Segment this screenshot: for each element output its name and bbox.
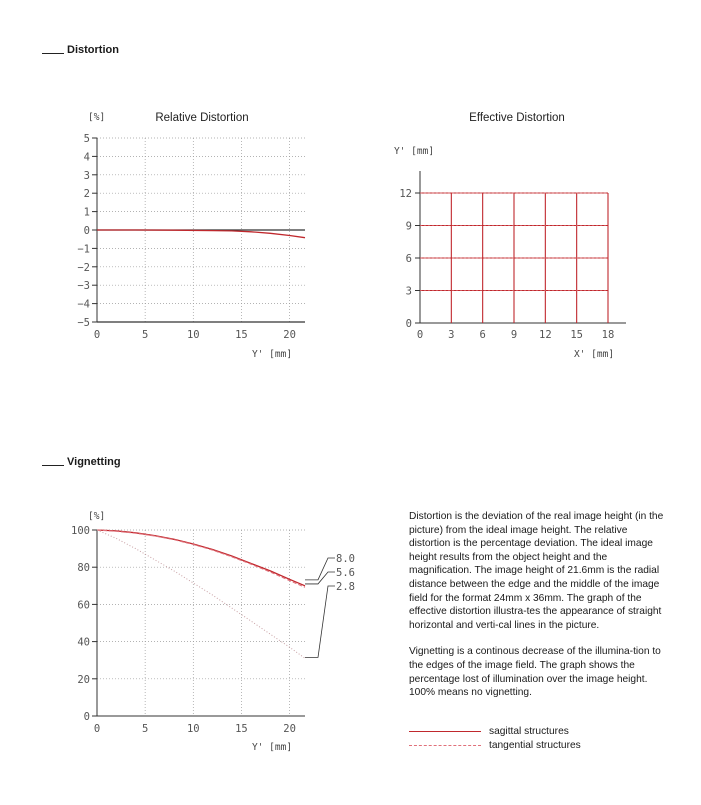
vignetting-chart [71, 511, 355, 753]
x-tick-label: 5 [141, 723, 149, 735]
y-tick-label: 80 [77, 562, 90, 575]
eff-title: Effective Distortion [469, 112, 565, 124]
x-tick-label: 15 [235, 723, 248, 735]
x-tick-label: 3 [448, 329, 455, 341]
legend-dashed-line [409, 745, 481, 746]
y-tick-label: 0 [83, 225, 90, 237]
x-tick-label: 10 [186, 723, 200, 735]
distortion-heading-label: Distortion [67, 44, 119, 56]
y-tick-label: −1 [77, 243, 90, 256]
y-tick-label: 2 [83, 188, 90, 201]
x-tick-label: 0 [416, 329, 424, 341]
x-tick-label: 12 [539, 329, 552, 341]
vig-x-unit: Y' [mm] [252, 742, 293, 753]
aperture-leader [305, 558, 335, 580]
aperture-leader [305, 572, 335, 584]
eff-y-unit: Y' [mm] [394, 146, 435, 157]
rel-title: Relative Distortion [155, 112, 249, 124]
explanation-text [409, 510, 664, 713]
eff-x-unit: X' [mm] [574, 349, 615, 360]
legend-tangential-label: tangential structures [489, 740, 581, 751]
y-tick-label: 0 [83, 711, 90, 723]
effective-distortion-chart [394, 112, 626, 360]
vignetting-curve [97, 530, 305, 586]
legend-sagittal [409, 726, 569, 737]
y-tick-label: 40 [77, 636, 90, 649]
x-tick-label: 18 [601, 329, 615, 341]
aperture-leader [305, 586, 335, 657]
y-tick-label: −3 [77, 280, 90, 293]
x-tick-label: 9 [510, 329, 518, 341]
y-tick-label: 0 [405, 318, 412, 330]
vignetting-curve [97, 530, 305, 587]
aperture-label: 8.0 [336, 553, 355, 565]
rel-x-unit: Y' [mm] [252, 349, 293, 360]
distortion-curve [97, 230, 305, 238]
x-tick-label: 5 [141, 329, 149, 341]
x-tick-label: 10 [186, 329, 200, 341]
y-tick-label: −2 [77, 261, 90, 274]
x-tick-label: 20 [283, 723, 296, 735]
x-tick-label: 0 [93, 329, 101, 341]
x-tick-label: 0 [93, 723, 101, 735]
legend-solid-line [409, 731, 481, 732]
x-tick-label: 15 [235, 329, 248, 341]
x-tick-label: 15 [570, 329, 583, 341]
y-tick-label: 20 [77, 673, 90, 686]
vignetting-heading-label: Vignetting [67, 456, 121, 468]
y-tick-label: 60 [77, 599, 90, 612]
vig-y-unit: [%] [88, 511, 106, 522]
y-tick-label: −5 [77, 317, 90, 329]
y-tick-label: 12 [399, 188, 412, 200]
vignetting-curve [97, 530, 305, 658]
aperture-label: 5.6 [336, 567, 355, 579]
y-tick-label: 4 [83, 151, 90, 164]
relative-distortion-chart [77, 112, 305, 360]
y-tick-label: 3 [405, 285, 412, 298]
y-tick-label: 100 [71, 525, 90, 537]
y-tick-label: 1 [83, 206, 90, 219]
aperture-label: 2.8 [336, 581, 355, 593]
distortion-paragraph: Distortion is the deviation of the real image height (in the picture) from the ideal image height. The relative distortion is the percentage deviation. The ideal image height results from the object height and the magnification. The image height of 21.6mm is the radial distance between the edge and the middle of the image field for the format 24mm x 36mm. The graph of the effective distortion illustra-tes the appearance of straight horizontal and verti-cal lines in the picture. [409, 511, 664, 631]
y-tick-label: 5 [83, 133, 90, 145]
legend-sagittal-label: sagittal structures [489, 726, 569, 737]
y-tick-label: −4 [77, 298, 90, 311]
y-tick-label: 6 [405, 253, 412, 265]
vignetting-paragraph: Vignetting is a continous decrease of the illumina-tion to the edges of the image field. The graph shows the percentage lost of illumination over the image height. 100% means no vignetting. [409, 646, 661, 699]
y-tick-label: 3 [83, 169, 90, 182]
rel-y-unit: [%] [88, 112, 106, 123]
legend-tangential [409, 740, 581, 751]
y-tick-label: 9 [405, 220, 412, 233]
x-tick-label: 20 [283, 329, 296, 341]
x-tick-label: 6 [479, 329, 486, 341]
